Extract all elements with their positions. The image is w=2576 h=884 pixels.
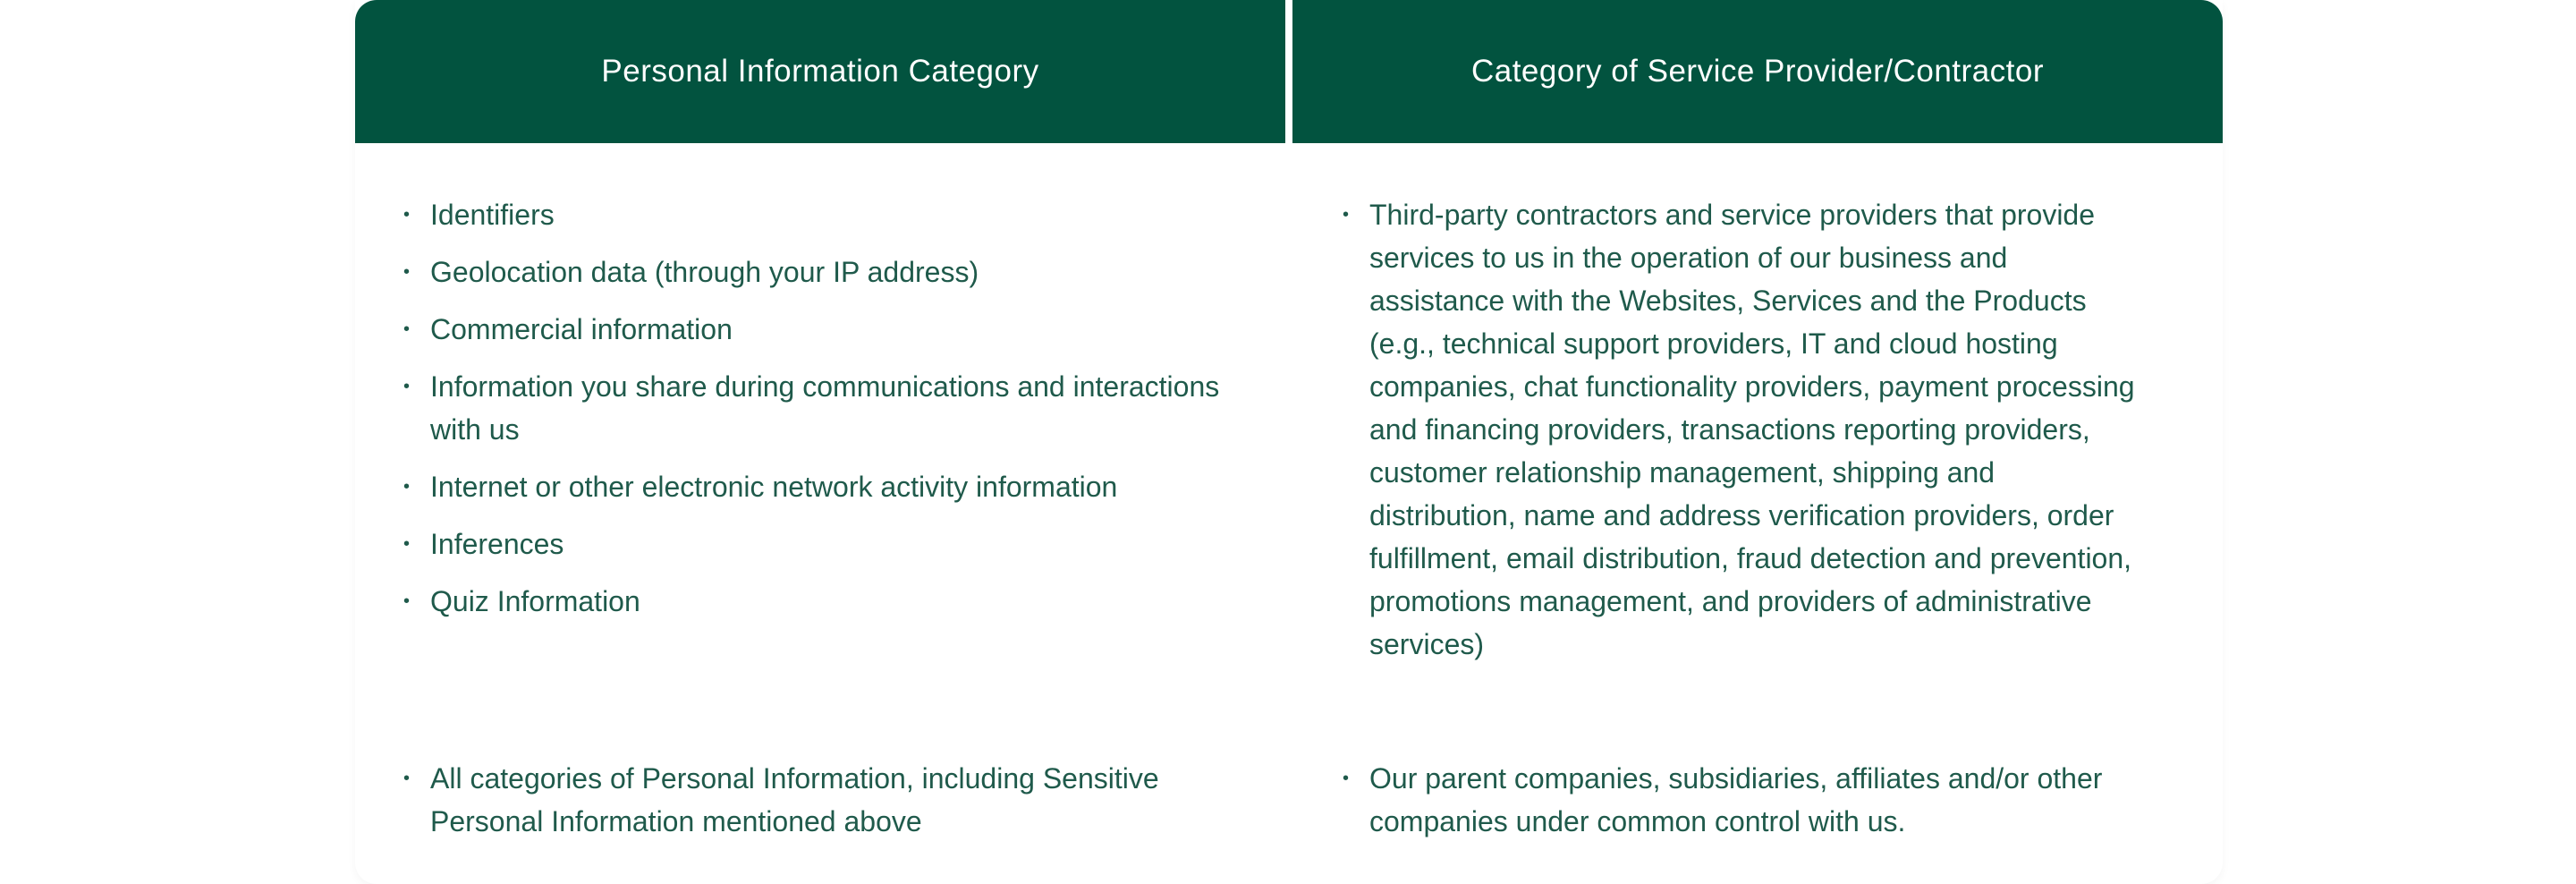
list-item: • Geolocation data (through your IP address) <box>403 251 1226 293</box>
disclosure-table <box>355 0 2223 884</box>
provider-list <box>1343 757 2148 843</box>
header-personal-information-category: Personal Information Category <box>355 0 1285 143</box>
row2-category-cell <box>403 757 1226 857</box>
list-item: • Information you share during communications and interactions with us <box>403 365 1226 451</box>
list-item: • Internet or other electronic network activity information <box>403 465 1226 508</box>
list-item: • Our parent companies, subsidiaries, affiliates and/or other companies under common control with us. <box>1343 757 2148 843</box>
table-header-row <box>355 0 2223 143</box>
list-item: • Third-party contractors and service providers that provide services to us in the operation of our business and assistance with the Websites, Services and the Products (e.g., technical support providers, IT and cloud hosting companies, chat functionality providers, payment processing and financing providers, transactions reporting providers, customer relationship management, shipping and distribution, name and address verification providers, order fulfillment, email distribution, fraud detection and prevention, promotions management, and providers of administrative services) <box>1343 193 2148 666</box>
provider-list <box>1343 193 2148 666</box>
list-item: • Inferences <box>403 523 1226 565</box>
row2-provider-cell <box>1343 757 2148 857</box>
category-list <box>403 193 1226 623</box>
list-item: • Identifiers <box>403 193 1226 236</box>
row1-provider-cell <box>1343 193 2148 680</box>
list-item: • Quiz Information <box>403 580 1226 623</box>
list-item: • Commercial information <box>403 308 1226 351</box>
row1-category-cell <box>403 193 1226 637</box>
list-item: • All categories of Personal Information, including Sensitive Personal Information mentioned above <box>403 757 1226 843</box>
header-service-provider-category: Category of Service Provider/Contractor <box>1292 0 2223 143</box>
category-list <box>403 757 1226 843</box>
